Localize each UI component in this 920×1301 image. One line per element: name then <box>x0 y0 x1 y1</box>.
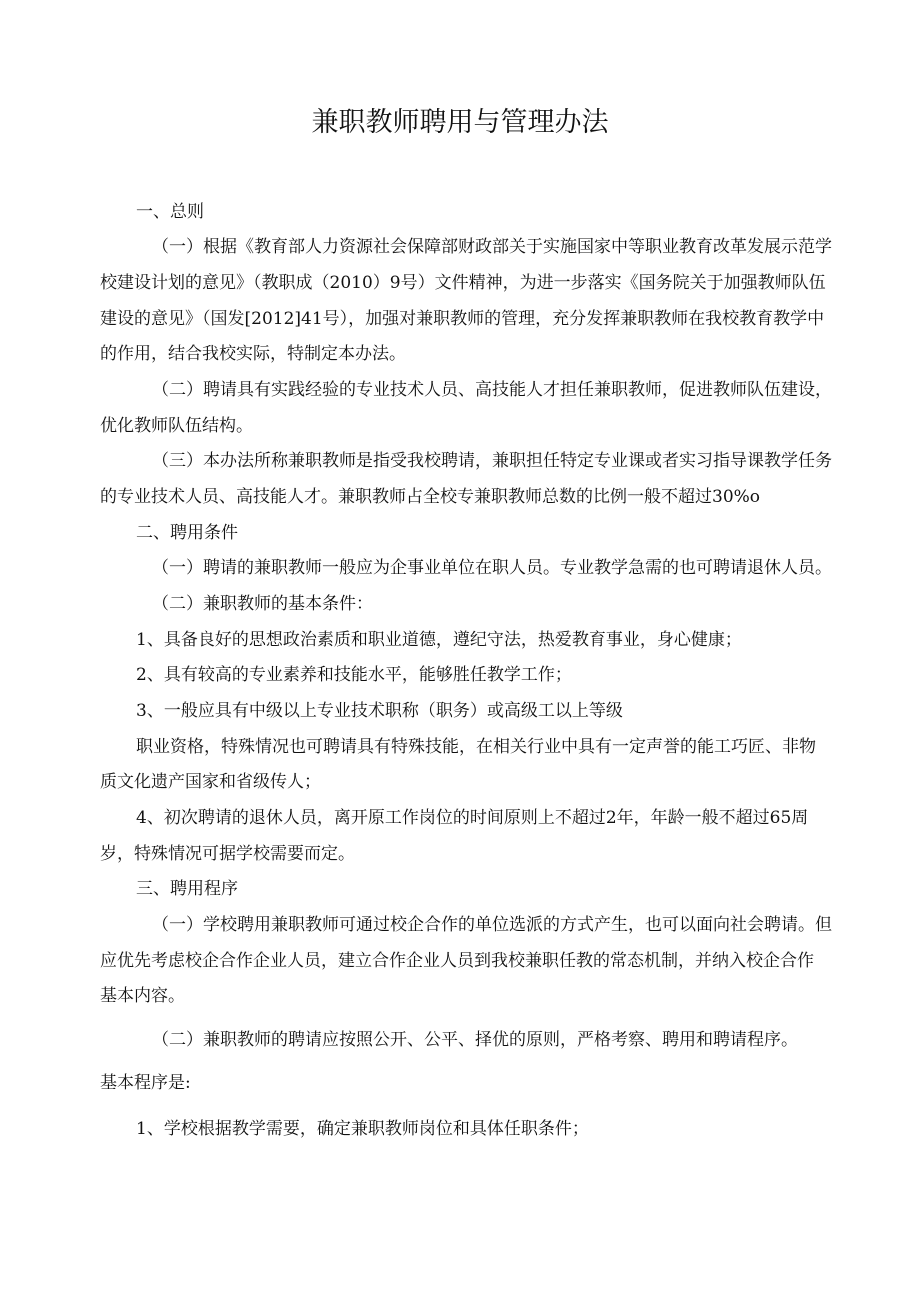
paragraph-line: 质文化遗产国家和省级传人； <box>100 772 321 792</box>
list-item: 2、具有较高的专业素养和技能水平，能够胜任教学工作； <box>136 665 572 685</box>
paragraph-line: （三）本办法所称兼职教师是指受我校聘请，兼职担任特定专业课或者实习指导课教学任务 <box>152 451 832 471</box>
list-item: 3、一般应具有中级以上专业技术职称（职务）或高级工以上等级 <box>136 701 623 721</box>
paragraph-line: （二）兼职教师的基本条件： <box>152 594 373 614</box>
list-item: 4、初次聘请的退休人员，离开原工作岗位的时间原则上不超过2年，年龄一般不超过65周 <box>136 808 809 828</box>
paragraph-line: 的作用，结合我校实际，特制定本办法。 <box>100 344 406 364</box>
paragraph-line: （一）根据《教育部人力资源社会保障部财政部关于实施国家中等职业教育改革发展示范学 <box>152 237 832 257</box>
list-item: 1、学校根据教学需要，确定兼职教师岗位和具体任职条件； <box>136 1119 589 1139</box>
paragraph-line: （一）学校聘用兼职教师可通过校企合作的单位选派的方式产生，也可以面向社会聘请。但 <box>152 915 832 935</box>
paragraph-line: 的专业技术人员、高技能人才。兼职教师占全校专兼职教师总数的比例一般不超过30%o <box>100 487 761 507</box>
paragraph-line: （二）兼职教师的聘请应按照公开、公平、择优的原则，严格考察、聘用和聘请程序。 <box>152 1030 798 1050</box>
document-title: 兼职教师聘用与管理办法 <box>311 107 609 138</box>
paragraph-line: （一）聘请的兼职教师一般应为企事业单位在职人员。专业教学急需的也可聘请退休人员。 <box>152 558 832 578</box>
section-heading-general: 一、总则 <box>136 202 204 222</box>
section-heading-conditions: 二、聘用条件 <box>136 523 238 543</box>
paragraph-line: 建设的意见》（国发[2012]41号），加强对兼职教师的管理，充分发挥兼职教师在我校教育教学中 <box>100 309 825 329</box>
paragraph-line: 优化教师队伍结构。 <box>100 416 253 436</box>
paragraph-line: 校建设计划的意见》（教职成（2010）9号）文件精神，为进一步落实《国务院关于加强教师队伍 <box>100 273 826 293</box>
paragraph-line: 职业资格，特殊情况也可聘请具有特殊技能，在相关行业中具有一定声誉的能工巧匠、非物 <box>136 737 816 757</box>
paragraph-line: 基本程序是: <box>100 1073 191 1093</box>
paragraph-line: 基本内容。 <box>100 986 185 1006</box>
section-heading-procedure: 三、聘用程序 <box>136 879 238 899</box>
list-item: 1、具备良好的思想政治素质和职业道德，遵纪守法，热爱教育事业，身心健康； <box>136 630 742 650</box>
paragraph-line: 应优先考虑校企合作企业人员，建立合作企业人员到我校兼职任教的常态机制，并纳入校企合作 <box>100 951 814 971</box>
paragraph-line: 岁，特殊情况可据学校需要而定。 <box>100 844 355 864</box>
paragraph-line: （二）聘请具有实践经验的专业技术人员、高技能人才担任兼职教师，促进教师队伍建设， <box>152 380 832 400</box>
